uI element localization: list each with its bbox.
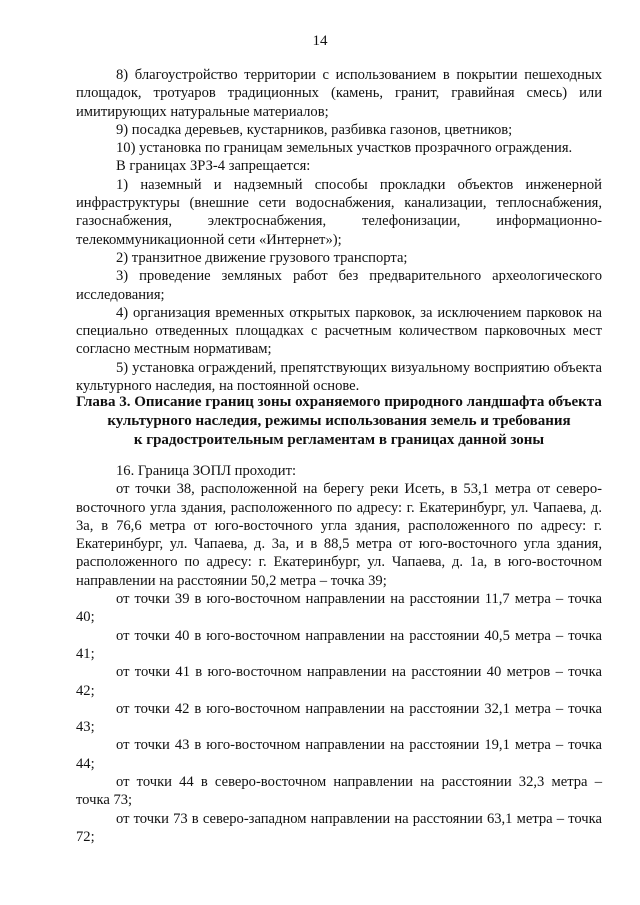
paragraph: 9) посадка деревьев, кустарников, разбивка газонов, цветников; <box>116 121 513 138</box>
top-section <box>76 66 602 395</box>
paragraph: от точки 40 в юго-восточном направлении на расстоянии 40,5 метра – точка 41; <box>76 627 602 662</box>
paragraph: 2) транзитное движение грузового транспорта; <box>116 249 408 266</box>
paragraph: от точки 73 в северо-западном направлении на расстоянии 63,1 метра – точка 72; <box>76 810 602 845</box>
paragraph: от точки 41 в юго-восточном направлении на расстоянии 40 метров – точка 42; <box>76 664 602 699</box>
heading-line: культурного наследия, режимы использования земель и требования <box>107 413 571 429</box>
paragraph: 3) проведение земляных работ без предварительного археологического исследования; <box>76 268 602 303</box>
paragraph: от точки 43 в юго-восточном направлении на расстоянии 19,1 метра – точка 44; <box>76 737 602 772</box>
paragraph: от точки 38, расположенной на берегу реки Исеть, в 53,1 метра от северо-восточного угла здания, расположенного по адресу: г. Екатеринбург, ул. Чапаева, д. 3а, в 76,6 метра от юго-восточного угла здания, расположенного по адресу: г. Екатеринбург, ул. Чапаева, д. 3а, и в 88,5 метра от юго-восточного угла здания, расположенного по адресу: г. Екатеринбург, ул. Чапаева, д. 1а, в юго-восточном направлении на расстоянии 50,2 метра – точка 39; <box>76 481 602 589</box>
heading-line: к градостроительным регламентам в границах данной зоны <box>133 432 545 448</box>
paragraph: 1) наземный и надземный способы прокладки объектов инженерной инфраструктуры (внешние сети водоснабжения, канализации, теплоснабжения, газоснабжения, электроснабжения, телефонизации, информационно-телекоммуникационной сети «Интернет»); <box>76 176 602 248</box>
heading-line: Глава 3. Описание границ зоны охраняемого природного ландшафта объекта <box>76 394 602 410</box>
paragraph: от точки 39 в юго-восточном направлении на расстоянии 11,7 метра – точка 40; <box>76 591 602 626</box>
paragraph: от точки 42 в юго-восточном направлении на расстоянии 32,1 метра – точка 43; <box>76 700 602 736</box>
chapter-heading <box>76 393 602 450</box>
paragraph: 16. Граница ЗОПЛ проходит: <box>116 463 296 479</box>
paragraph: 5) установка ограждений, препятствующих визуальному восприятию объекта культурного наследия, на постоянной основе. <box>76 359 602 395</box>
paragraph: 10) установка по границам земельных участков прозрачного ограждения. <box>116 140 573 157</box>
paragraph: В границах ЗРЗ-4 запрещается: <box>116 158 311 175</box>
paragraph: от точки 44 в северо-восточном направлении на расстоянии 32,3 метра – точка 73; <box>76 774 602 809</box>
bottom-section <box>76 462 602 846</box>
paragraph: 4) организация временных открытых парковок, за исключением парковок на специально отведенных площадках с расчетным количеством парковочных мест согласно местным нормативам; <box>76 304 602 358</box>
page-number: 14 <box>312 33 328 49</box>
paragraph: 8) благоустройство территории с использованием в покрытии пешеходных площадок, тротуаров традиционных (камень, гранит, гравийная смесь) или имитирующих натуральные материалов; <box>76 67 602 120</box>
